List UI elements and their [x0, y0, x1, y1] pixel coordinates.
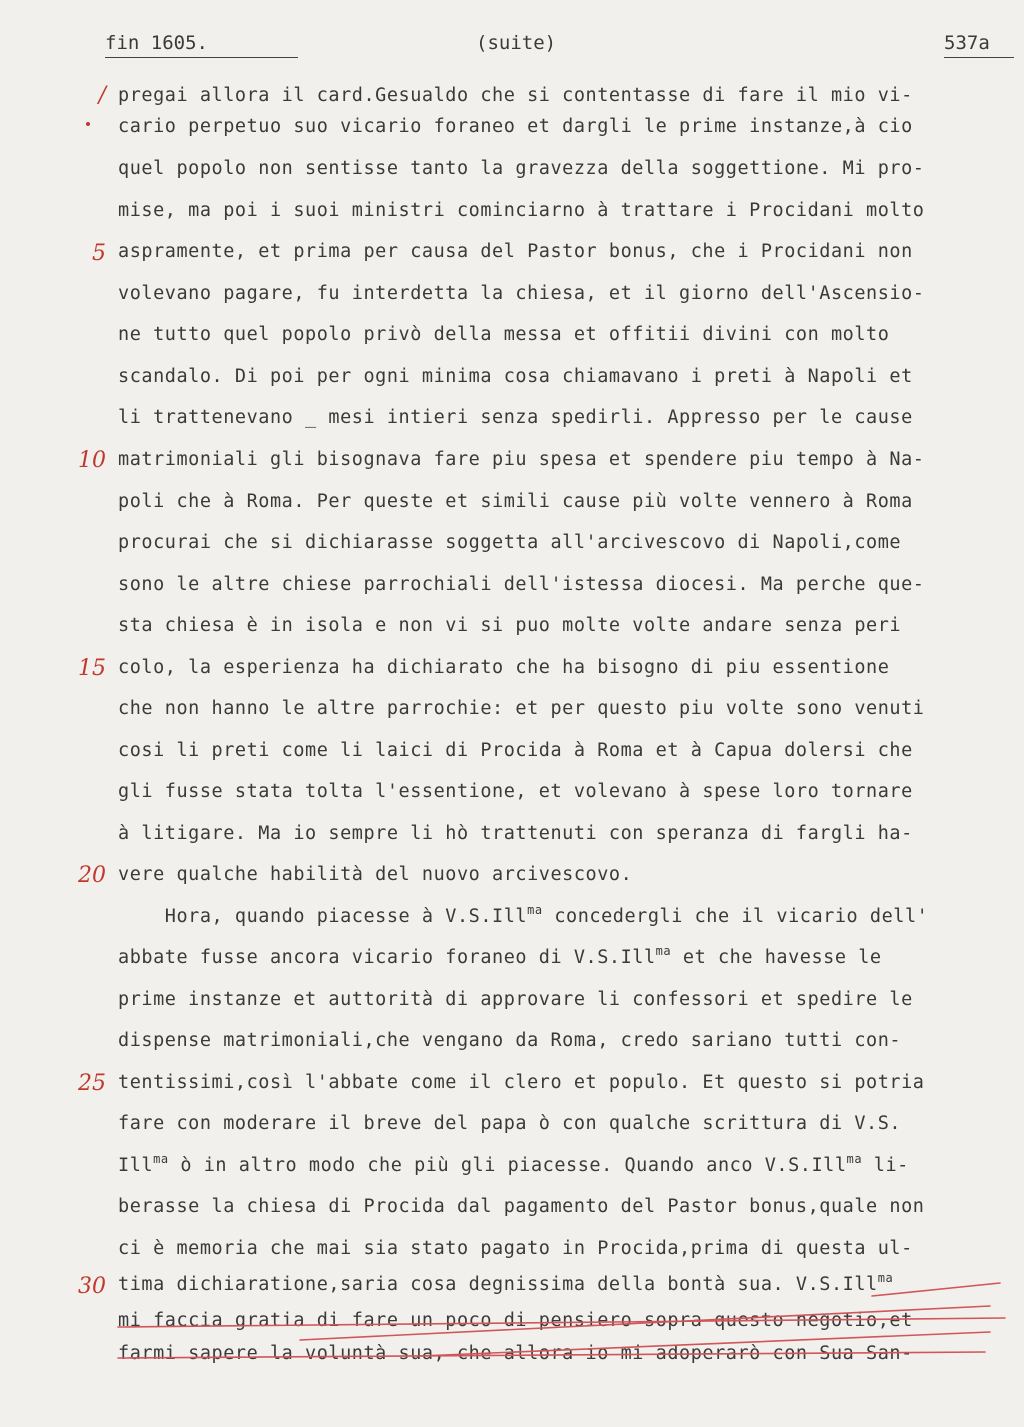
superscript-ma: ma	[527, 903, 543, 917]
text-line: ne tutto quel popolo privò della messa et offitii divini con molto	[118, 324, 890, 345]
text-segment: Hora, quando piacesse à V.S.Ill	[118, 906, 528, 927]
text-segment: ò in altro modo che più gli piacesse. Quando anco V.S.Ill	[168, 1155, 847, 1176]
superscript-ma: ma	[655, 944, 672, 958]
text-line	[118, 1273, 893, 1297]
superscript-ma: ma	[153, 1152, 169, 1166]
header-date-underline	[105, 57, 298, 58]
text-segment: li-	[862, 1155, 909, 1176]
text-line: scandalo. Di poi per ogni minima cosa chiamavano i preti à Napoli et	[118, 366, 913, 387]
margin-number-5: 5	[92, 241, 106, 266]
margin-number-25: 25	[78, 1071, 106, 1096]
text-line: aspramente, et prima per causa del Pastor bonus, che i Procidani non	[118, 241, 913, 262]
text-line: volevano pagare, fu interdetta la chiesa, et il giorno dell'Ascensio-	[118, 283, 925, 304]
text-line: li trattenevano _ mesi intieri senza spedirli. Appresso per le cause	[118, 407, 913, 428]
text-line: sta chiesa è in isola e non vi si puo molte volte andare senza peri	[118, 615, 902, 636]
page-number: 537a	[944, 32, 990, 54]
superscript-ma: ma	[877, 1271, 894, 1285]
text-line: matrimoniali gli bisognava fare piu spesa et spendere piu tempo à Na-	[118, 449, 925, 470]
header-suite: (suite)	[476, 32, 557, 54]
text-line	[118, 905, 928, 929]
text-line: dispense matrimoniali,che vengano da Roma, credo sariano tutti con-	[118, 1030, 902, 1051]
text-line: gli fusse stata tolta l'essentione, et volevano à spese loro tornare	[118, 781, 913, 802]
text-line: colo, la esperienza ha dichiarato che ha bisogno di piu essentione	[118, 657, 890, 678]
page-number-underline	[944, 57, 1014, 58]
text-line: ci è memoria che mai sia stato pagato in Procida,prima di questa ul-	[118, 1238, 913, 1259]
text-line-struck: mi faccia gratia di fare un poco di pensiero sopra questo negotio,et	[118, 1310, 913, 1331]
text-line: sono le altre chiese parrochiali dell'istessa diocesi. Ma perche que-	[118, 574, 925, 595]
superscript-ma: ma	[846, 1152, 863, 1166]
text-segment: et che havesse le	[671, 947, 882, 968]
text-line: vere qualche habilità del nuovo arcivescovo.	[118, 864, 633, 885]
page-header	[0, 32, 1024, 62]
margin-dot	[86, 122, 90, 126]
text-line: quel popolo non sentisse tanto la gravezza della soggettione. Mi pro-	[118, 158, 925, 179]
header-date: fin 1605.	[105, 32, 208, 54]
text-line: à litigare. Ma io sempre li hò trattenuti con speranza di fargli ha-	[118, 823, 913, 844]
text-line: mise, ma poi i suoi ministri cominciarno à trattare i Procidani molto	[118, 200, 925, 221]
text-line: berasse la chiesa di Procida dal pagamento del Pastor bonus,quale non	[118, 1196, 925, 1217]
margin-number-15: 15	[78, 656, 106, 681]
text-line: che non hanno le altre parrochie: et per questo piu volte sono venuti	[118, 698, 925, 719]
margin-number-1: /	[98, 83, 106, 108]
text-segment: abbate fusse ancora vicario foraneo di V.S.Ill	[118, 947, 656, 968]
text-segment: concedergli che il vicario dell'	[542, 906, 929, 927]
margin-number-10: 10	[78, 448, 106, 473]
text-line: procurai che si dichiarasse soggetta all'arcivescovo di Napoli,come	[118, 532, 902, 553]
text-line: cosi li preti come li laici di Procida à Roma et à Capua dolersi che	[118, 740, 913, 761]
text-line-struck: farmi sapere la voluntà sua, che allora io mi adoperarò con Sua San-	[118, 1343, 913, 1364]
text-line	[118, 946, 882, 970]
text-line: tentissimi,così l'abbate come il clero et populo. Et questo si potria	[118, 1072, 925, 1093]
text-line	[118, 1154, 909, 1178]
margin-number-20: 20	[78, 863, 106, 888]
text-line: fare con moderare il breve del papa ò con qualche scrittura di V.S.	[118, 1113, 902, 1134]
text-line: poli che à Roma. Per queste et simili cause più volte vennero à Roma	[118, 491, 913, 512]
text-line: prime instanze et auttorità di approvare li confessori et spedire le	[118, 989, 913, 1010]
text-segment: Ill	[118, 1155, 154, 1176]
text-line: cario perpetuo suo vicario foraneo et dargli le prime instanze,à cio	[118, 116, 913, 137]
text-segment: tima dichiaratione,saria cosa degnissima della bontà sua. V.S.Ill	[118, 1274, 878, 1295]
margin-number-30: 30	[78, 1274, 106, 1299]
text-line: pregai allora il card.Gesualdo che si contentasse di fare il mio vi-	[118, 85, 913, 106]
